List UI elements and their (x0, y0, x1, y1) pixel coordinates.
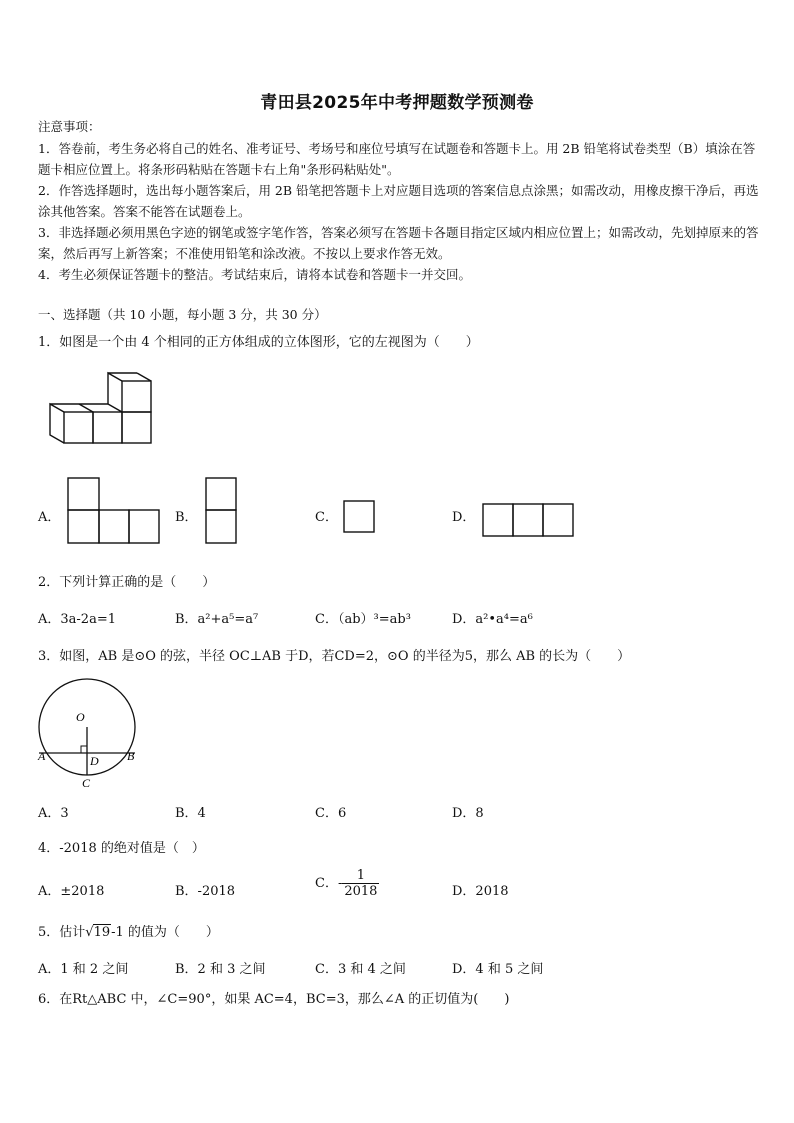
q1-option-a-figure (67, 477, 162, 545)
q4-option-c-label: C．- (315, 876, 343, 891)
notice-item-3: 3．非选择题必须用黑色字迹的钢笔或签字笔作答，答案必须写在答题卡各题目指定区域内相应位置上；如需改动，先划掉原来的答案，然后再写上新答案；不准使用铅笔和涂改液。不按以上要求作答无效。 (38, 225, 759, 261)
q1-option-d-figure (482, 503, 575, 538)
label-d: D (90, 754, 99, 768)
question-2-stem: 2．下列计算正确的是（ ） (38, 575, 216, 590)
label-a: A (38, 749, 46, 763)
q1-option-d: D． (452, 510, 476, 525)
notice-heading: 注意事项： (38, 119, 101, 134)
q4-option-a: A．±2018 (38, 884, 105, 899)
q3-option-c: C．6 (315, 806, 347, 821)
q3-option-d: D．8 (452, 806, 484, 821)
q5-option-a: A．1 和 2 之间 (38, 962, 129, 977)
fraction-numerator: 1 (342, 868, 379, 884)
question-4-stem: 4．-2018 的绝对值是（ ） (38, 841, 205, 856)
q5-option-b: B．2 和 3 之间 (175, 962, 266, 977)
q1-option-b-figure (205, 477, 239, 545)
q1-solid-figure (46, 370, 156, 448)
fraction-denominator: 2018 (344, 884, 378, 899)
sqrt-icon: √ (85, 925, 94, 940)
q3-option-a: A．3 (38, 806, 69, 821)
label-o: O (76, 710, 85, 724)
q5-radicand: 19 (93, 925, 111, 940)
q2-option-d: D．a²•a⁴=a⁶ (452, 612, 533, 627)
label-c: C (82, 776, 91, 790)
q2-option-c: C．（ab）³=ab³ (315, 612, 411, 627)
q4-option-d: D．2018 (452, 884, 509, 899)
q5-option-d: D．4 和 5 之间 (452, 962, 544, 977)
q1-option-c: C． (315, 510, 338, 525)
q1-option-b: B． (175, 510, 198, 525)
q5-stem-prefix: 5．估计 (38, 925, 86, 940)
q2-option-a: A．3a-2a=1 (38, 612, 116, 627)
q3-option-b: B．4 (175, 806, 206, 821)
q1-option-a: A． (38, 510, 61, 525)
question-1-stem: 1．如图是一个由 4 个相同的正方体组成的立体图形，它的左视图为（ ） (38, 335, 479, 350)
q1-option-c-figure (343, 500, 376, 534)
notice-item-2: 2．作答选择题时，选出每小题答案后，用 2B 铅笔把答题卡上对应题目选项的答案信息点涂黑；如需改动，用橡皮擦干净后，再选涂其他答案。答案不能答在试题卷上。 (38, 183, 759, 219)
q4-option-c (315, 868, 379, 899)
notice-item-1: 1．答卷前，考生务必将自己的姓名、准考证号、考场号和座位号填写在试题卷和答题卡上。用 2B 铅笔将试卷类型（B）填涂在答题卡相应位置上。将条形码粘贴在答题卡右上角"条形码粘贴处"。 (38, 141, 756, 177)
q5-option-c: C．3 和 4 之间 (315, 962, 406, 977)
notice-item-4: 4．考生必须保证答题卡的整洁。考试结束后，请将本试卷和答题卡一并交回。 (38, 267, 471, 282)
page-title: 青田县2025年中考押题数学预测卷 (260, 93, 534, 113)
fraction (342, 868, 379, 899)
q2-option-b: B．a²+a⁵=a⁷ (175, 612, 259, 627)
q5-stem-suffix: -1 的值为（ ） (111, 925, 219, 940)
question-3-stem: 3．如图，AB 是⊙O 的弦，半径 OC⊥AB 于D，若CD=2，⊙O 的半径为5，那么 AB 的长为（ ） (38, 649, 631, 664)
question-6-stem: 6．在Rt△ABC 中，∠C=90°，如果 AC=4，BC=3，那么∠A 的正切值为( ) (38, 992, 510, 1007)
question-5-stem (38, 921, 219, 940)
q4-option-b: B．-2018 (175, 884, 236, 899)
section-heading: 一、选择题（共 10 小题，每小题 3 分，共 30 分） (38, 307, 327, 322)
q3-circle-figure (36, 673, 146, 791)
label-b: B (127, 749, 135, 763)
